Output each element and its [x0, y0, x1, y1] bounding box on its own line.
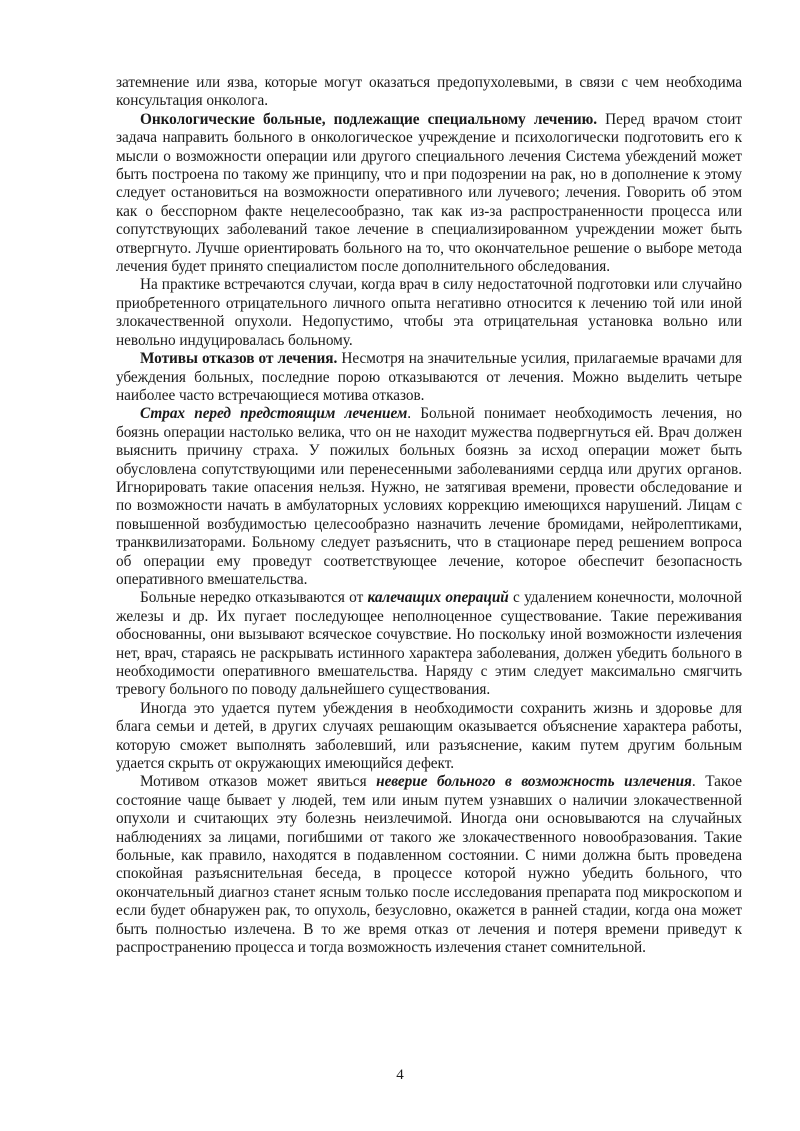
paragraph-text: Перед врачом стоит задача направить больного в онкологическое учреждение и психологически подготовить его к мысли о возможности операции или другого специального лечения Система убеждений может быть построена по такому же принципу, что и при подозрении на рак, но в дополнение к этому следует остановиться на возможности оперативного или лучевого; лечения. Говорить об этом как о бесспорном факте нецелесообразно, так как из-за распространенности процесса или сопутствующих заболеваний такое лечение в специализированном учреждении может быть отвергнуто. Лучше ориентировать больного на то, что окончательное решение о выборе метода лечения будет принято специалистом после дополнительного обследования.	[116, 110, 743, 276]
emphasis-text: калечащих операций	[367, 589, 509, 607]
paragraph	[116, 700, 742, 774]
paragraph-text: Мотивом отказов может явиться	[140, 773, 377, 791]
section-heading: Онкологические больные, подлежащие специальному лечению.	[140, 110, 598, 128]
paragraph	[116, 111, 742, 277]
paragraph	[116, 276, 742, 350]
paragraph	[116, 405, 742, 589]
paragraph-text: затемнение или язва, которые могут оказаться предопухолевыми, в связи с чем необходима консультация онколога.	[116, 74, 742, 110]
paragraph-text: Больные нередко отказываются от	[140, 589, 368, 607]
paragraph-text: . Больной понимает необходимость лечения, но боязнь операции настолько велика, что он не находит мужества подвергнуться ей. Врач должен выяснить причину страха. У пожилых больных боязнь за исход операции может быть обусловлена сопутствующими или перенесенными заболеваниями сердца или других органов. Игнорировать такие опасения нельзя. Нужно, не затягивая времени, провести обследование и по возможности начать в амбулаторных условиях коррекцию имеющихся нарушений. Лицам с повышенной возбудимостью целесообразно назначить лечение бромидами, нейролептиками, транквилизаторами. Больному следует разъяснить, что в стационаре перед решением вопроса об операции ему проведут соответствующее лечение, которое обеспечит безопасность оперативного вмешательства.	[116, 405, 742, 588]
paragraph-text: с удалением конечности, молочной железы и др. Их пугает последующее неполноценное существование. Такие переживания обоснованны, они вызывают всяческое сочувствие. Но поскольку иной возможности излечения нет, врач, стараясь не раскрывать истинного характера заболевания, должен убедить больного в необходимости оперативного вмешательства. Наряду с этим следует максимально смягчить тревогу больного по поводу дальнейшего существования.	[116, 589, 742, 699]
paragraph	[116, 589, 742, 699]
paragraph-text: . Такое состояние чаще бывает у людей, тем или иным путем узнавших о наличии злокачественной опухоли и считающих эту болезнь неизлечимой. Иногда они основываются на случайных наблюдениях за лицами, погибшими от такого же злокачественного новообразования. Такие больные, как правило, находятся в подавленном состоянии. С ними должна быть проведена спокойная разъяснительная беседа, в процессе которой нужно убедить больного, что окончательный диагноз станет ясным только после исследования препарата под микроскопом и если будет обнаружен рак, то опухоль, безусловно, окажется в ранней стадии, когда она может быть полностью излечена. В то же время отказ от лечения и потеря времени приведут к распространению процесса и тогда возможность излечения станет сомнительной.	[116, 773, 742, 957]
paragraph-text: Несмотря на значительные усилия, прилагаемые врачами для убеждения больных, последние порою отказываются от лечения. Можно выделить четыре наиболее часто встречающиеся мотива отказов.	[116, 350, 743, 404]
paragraph	[116, 773, 742, 957]
paragraph-text: На практике встречаются случаи, когда врач в силу недостаточной подготовки или случайно приобретенного отрицательного личного опыта негативно относится к лечению той или иной злокачественной опухоли. Недопустимо, чтобы эта отрицательная установка вольно или невольно индуцировалась больному.	[116, 276, 742, 349]
section-heading: Мотивы отказов от лечения.	[140, 350, 338, 368]
paragraph	[116, 350, 742, 405]
paragraph-text: Иногда это удается путем убеждения в необходимости сохранить жизнь и здоровье для блага семьи и детей, в других случаях решающим оказывается объяснение характера работы, которую сможет выполнять заболевший, или разъяснение, каким путем другим больным удается скрыть от окружающих имеющийся дефект.	[116, 699, 742, 773]
emphasis-text: неверие больного в возможность излечения	[376, 773, 692, 791]
subsection-heading: Страх перед предстоящим лечением	[140, 405, 408, 423]
paragraph	[116, 74, 742, 111]
body-text	[116, 74, 742, 958]
page-number: 4	[396, 1067, 404, 1083]
